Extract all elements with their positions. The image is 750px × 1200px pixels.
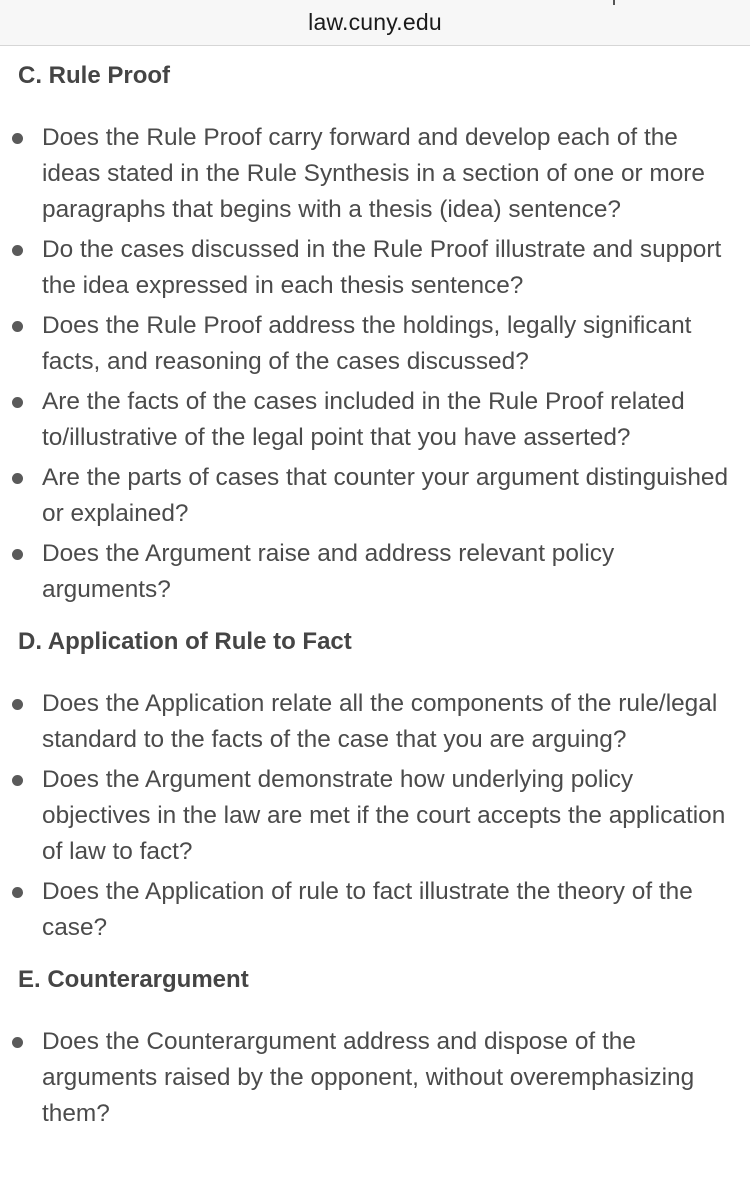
list-item [18,384,732,456]
list-item-text: Does the Application of rule to fact illustrate the theory of the case? [42,878,693,941]
bullet-icon [12,775,23,786]
loading-indicator [613,0,615,5]
list-item-text: Are the parts of cases that counter your argument distinguished or explained? [42,464,729,527]
list-item [18,686,732,758]
bullet-icon [12,473,23,484]
list-item-text: Does the Rule Proof address the holdings, legally significant facts, and reasoning of the cases discussed? [42,312,692,375]
list-item-text: Does the Argument raise and address relevant policy arguments? [42,540,615,603]
list-item [18,762,732,870]
list-item [18,1024,732,1132]
list-item [18,874,732,946]
bullet-icon [12,321,23,332]
rule-proof-list [18,120,732,608]
bullet-icon [12,397,23,408]
bullet-icon [12,887,23,898]
section-heading-rule-proof: C. Rule Proof [18,62,171,89]
list-item-text: Do the cases discussed in the Rule Proof illustrate and support the idea expressed in each thesis sentence? [42,236,722,299]
bullet-icon [12,549,23,560]
list-item-text: Does the Counterargument address and dispose of the arguments raised by the opponent, without overemphasizing them? [42,1028,695,1127]
bullet-icon [12,133,23,144]
section-heading-counterargument: E. Counterargument [18,966,249,993]
bullet-icon [12,245,23,256]
list-item [18,536,732,608]
address-bar[interactable] [0,0,750,46]
list-item [18,232,732,304]
list-item-text: Are the facts of the cases included in the Rule Proof related to/illustrative of the legal point that you have asserted? [42,388,685,451]
list-item [18,308,732,380]
list-item [18,120,732,228]
counterargument-list [18,1024,732,1132]
list-item-text: Does the Argument demonstrate how underlying policy objectives in the law are met if the court accepts the application of law to fact? [42,766,726,865]
application-list [18,686,732,946]
section-heading-application: D. Application of Rule to Fact [18,628,352,655]
bullet-icon [12,699,23,710]
page-content [0,62,750,1132]
list-item-text: Does the Rule Proof carry forward and develop each of the ideas stated in the Rule Synthesis in a section of one or more paragraphs that begins with a thesis (idea) sentence? [42,124,705,223]
list-item-text: Does the Application relate all the components of the rule/legal standard to the facts of the case that you are arguing? [42,690,718,753]
url-text[interactable]: law.cuny.edu [308,9,442,35]
bullet-icon [12,1037,23,1048]
list-item [18,460,732,532]
